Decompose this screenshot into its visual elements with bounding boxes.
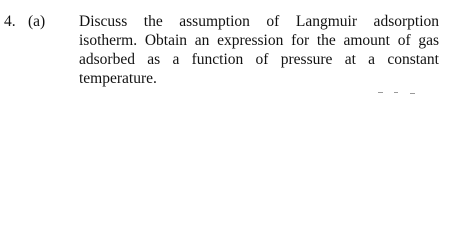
question-number: 4. [4,13,16,30]
question-line-2: isotherm. Obtain an expression for the amount of gas [79,32,439,49]
scan-artifact-mark [378,92,383,93]
question-text [79,12,439,88]
question-part-label: (a) [28,13,46,30]
question-line-4: temperature. [79,70,157,87]
question-line-1: Discuss the assumption of Langmuir adsorption [79,13,439,30]
question-line-3: adsorbed as a function of pressure at a constant [79,51,439,68]
scan-artifact-mark [410,93,415,94]
scan-artifact-mark [394,92,398,93]
